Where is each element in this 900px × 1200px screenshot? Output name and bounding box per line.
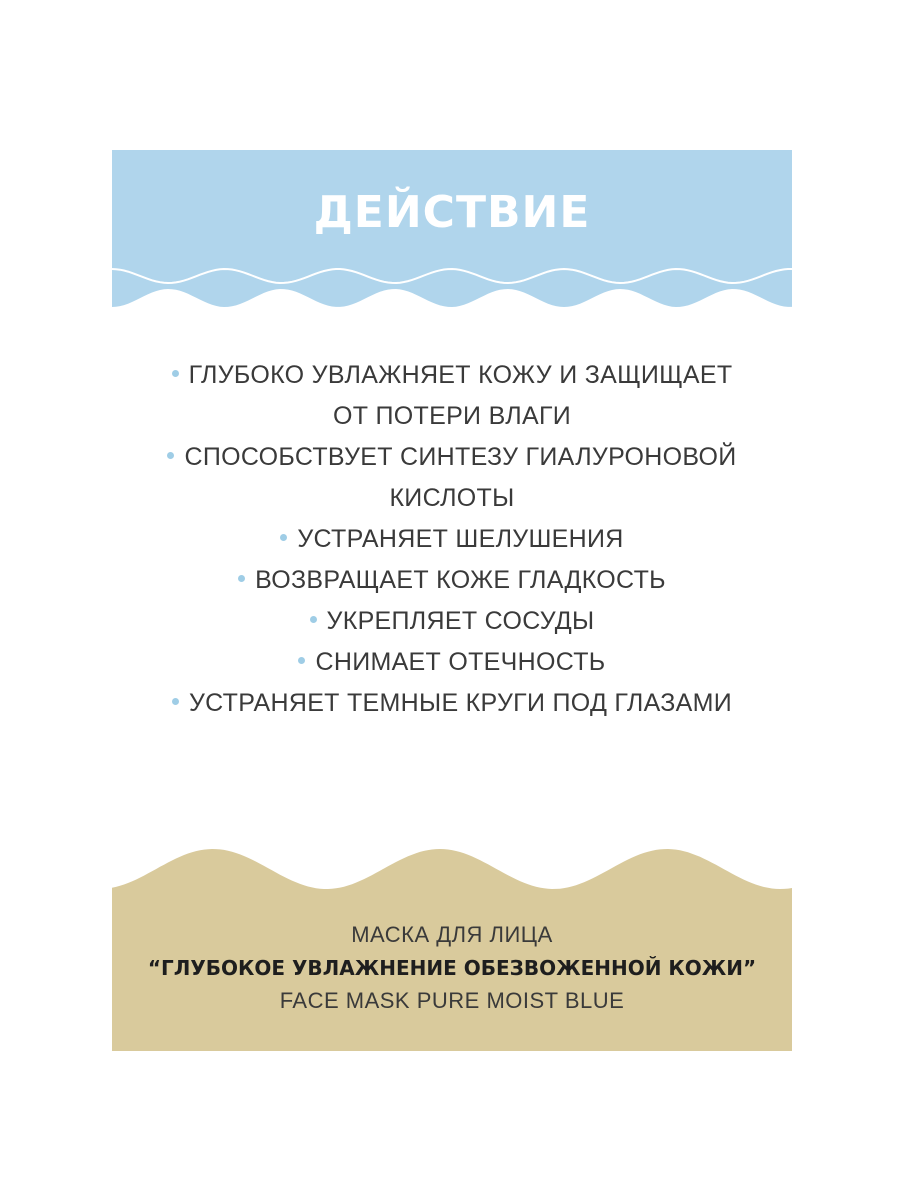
benefit-item	[112, 683, 792, 724]
bullet-dot-icon	[298, 657, 305, 664]
benefit-item	[112, 601, 792, 642]
benefit-item	[112, 560, 792, 601]
bullet-dot-icon	[167, 452, 174, 459]
benefit-item	[112, 642, 792, 683]
benefit-text: СПОСОБСТВУЕТ СИНТЕЗУ ГИАЛУРОНОВОЙ	[184, 443, 737, 471]
bullet-dot-icon	[172, 698, 179, 705]
benefit-text: СНИМАЕТ ОТЕЧНОСТЬ	[315, 648, 606, 676]
bullet-dot-icon	[310, 616, 317, 623]
benefit-text: ОТ ПОТЕРИ ВЛАГИ	[332, 402, 572, 430]
benefit-text: ВОЗВРАЩАЕТ КОЖЕ ГЛАДКОСТЬ	[255, 566, 666, 594]
benefit-text: ГЛУБОКО УВЛАЖНЯЕТ КОЖУ И ЗАЩИЩАЕТ	[188, 361, 733, 389]
product-type: МАСКА ДЛЯ ЛИЦА	[351, 922, 553, 947]
bullet-dot-icon	[238, 575, 245, 582]
benefit-text: КИСЛОТЫ	[389, 484, 515, 512]
header-banner	[112, 150, 792, 315]
benefit-item	[112, 519, 792, 560]
benefit-text: УКРЕПЛЯЕТ СОСУДЫ	[326, 607, 595, 635]
bullet-dot-icon	[280, 534, 287, 541]
product-name: “ГЛУБОКОЕ УВЛАЖНЕНИЕ ОБЕЗВОЖЕННОЙ КОЖИ”	[147, 956, 757, 980]
benefit-item	[112, 355, 792, 437]
bullet-dot-icon	[172, 370, 179, 377]
section-title: ДЕЙСТВИЕ	[313, 187, 591, 238]
product-name-en: FACE MASK PURE MOIST BLUE	[279, 988, 625, 1013]
footer-banner	[112, 845, 792, 1051]
benefit-item	[112, 437, 792, 519]
benefits-list	[112, 355, 792, 724]
benefit-text: УСТРАНЯЕТ ШЕЛУШЕНИЯ	[297, 525, 624, 553]
benefit-text: УСТРАНЯЕТ ТЕМНЫЕ КРУГИ ПОД ГЛАЗАМИ	[188, 689, 733, 717]
